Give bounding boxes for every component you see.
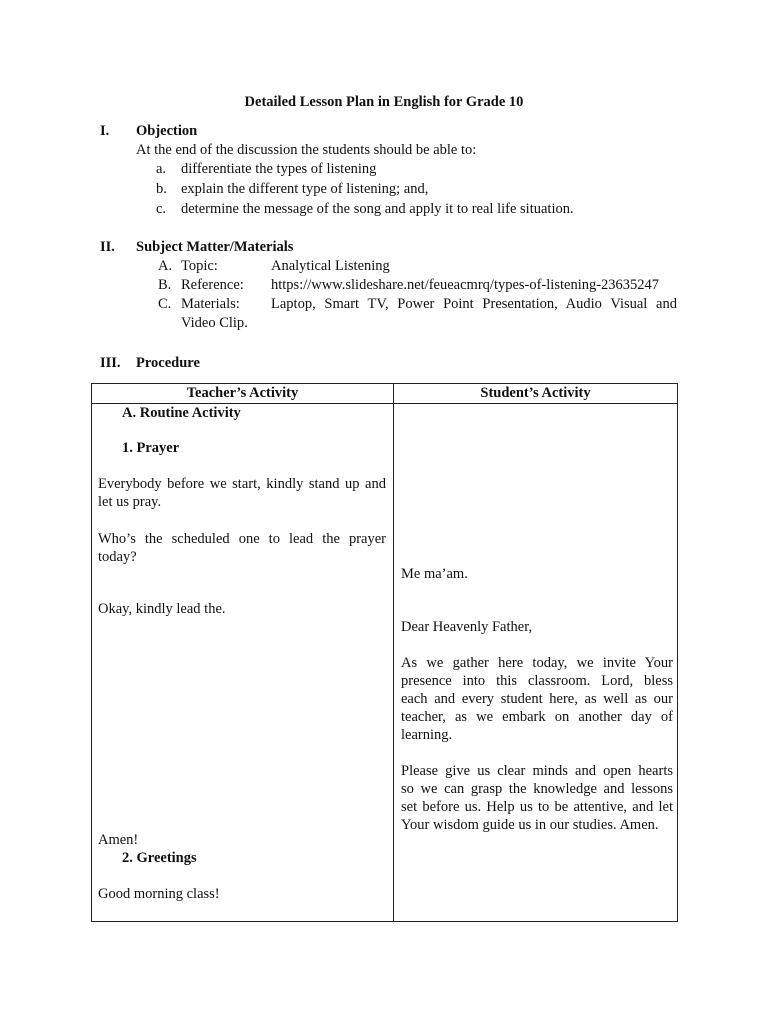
section-heading-subject-matter: Subject Matter/Materials xyxy=(136,239,294,255)
objection-item-letter: c. xyxy=(156,201,167,217)
text-line: Your wisdom guide us in our studies. Amen. xyxy=(401,817,659,833)
text-line: each and every student here, as well as our xyxy=(401,691,673,707)
procedure-table xyxy=(91,383,678,922)
me-maam-text: Me ma’am. xyxy=(401,566,468,582)
document-title: Detailed Lesson Plan in English for Grade 10 xyxy=(244,94,524,110)
text-line: so we can grasp the knowledge and lessons xyxy=(401,781,673,797)
text-line: As we gather here today, we invite Your xyxy=(401,655,673,671)
text-line: today? xyxy=(98,549,137,565)
subject-item-value-continued: Video Clip. xyxy=(181,315,248,331)
objection-item-text: differentiate the types of listening xyxy=(181,161,377,177)
prayer-instruction xyxy=(98,475,386,511)
who-leads-question xyxy=(98,530,386,566)
text-line: presence into this classroom. Lord, bless xyxy=(401,673,673,689)
okay-lead-text: Okay, kindly lead the. xyxy=(98,601,226,617)
subject-item-value: Laptop, Smart TV, Power Point Presentation, Audio Visual and xyxy=(271,296,677,312)
section-heading-objection: Objection xyxy=(136,123,198,139)
subject-item-label: Materials: xyxy=(181,296,240,312)
subject-item-letter: B. xyxy=(158,277,172,293)
table-row xyxy=(92,404,678,922)
greetings-heading: 2. Greetings xyxy=(122,850,197,866)
subject-item-value: Analytical Listening xyxy=(271,258,390,274)
prayer-heading: 1. Prayer xyxy=(122,440,180,456)
student-activity-header: Student’s Activity xyxy=(394,384,678,404)
section-numeral-3: III. xyxy=(100,355,121,371)
teacher-activity-cell xyxy=(92,404,394,922)
objection-item-letter: b. xyxy=(156,181,167,197)
subject-item-label: Reference: xyxy=(181,277,244,293)
text-line: Who’s the scheduled one to lead the prayer xyxy=(98,531,386,547)
section-heading-procedure: Procedure xyxy=(136,355,200,371)
teacher-activity-header: Teacher’s Activity xyxy=(92,384,394,404)
greeting-text: Good morning class! xyxy=(98,886,220,902)
objection-item-letter: a. xyxy=(156,161,167,177)
routine-activity-heading: A. Routine Activity xyxy=(122,405,241,421)
student-prayer-paragraph-2 xyxy=(401,762,673,834)
text-line: Please give us clear minds and open hearts xyxy=(401,763,673,779)
amen-text: Amen! xyxy=(98,832,139,848)
section-numeral-2: II. xyxy=(100,239,115,255)
text-line: learning. xyxy=(401,727,453,743)
text-line: let us pray. xyxy=(98,494,162,510)
section-numeral-1: I. xyxy=(100,123,110,139)
text-line: Everybody before we start, kindly stand up and xyxy=(98,476,386,492)
objection-item-text: determine the message of the song and apply it to real life situation. xyxy=(181,201,574,217)
reference-link[interactable]: https://www.slideshare.net/feueacmrq/types-of-listening-23635247 xyxy=(271,277,660,293)
text-line: set before us. Help us to be attentive, and let xyxy=(401,799,673,815)
table-header-row xyxy=(92,384,678,404)
subject-item-letter: A. xyxy=(158,258,173,274)
dear-heavenly-father-text: Dear Heavenly Father, xyxy=(401,619,533,635)
student-prayer-paragraph-1 xyxy=(401,654,673,744)
text-line: teacher, as we embark on another day of xyxy=(401,709,673,725)
student-activity-cell xyxy=(394,404,678,922)
objection-item-text: explain the different type of listening; and, xyxy=(181,181,429,197)
objection-intro: At the end of the discussion the students should be able to: xyxy=(136,142,477,158)
subject-item-label: Topic: xyxy=(181,258,218,274)
subject-item-letter: C. xyxy=(158,296,172,312)
